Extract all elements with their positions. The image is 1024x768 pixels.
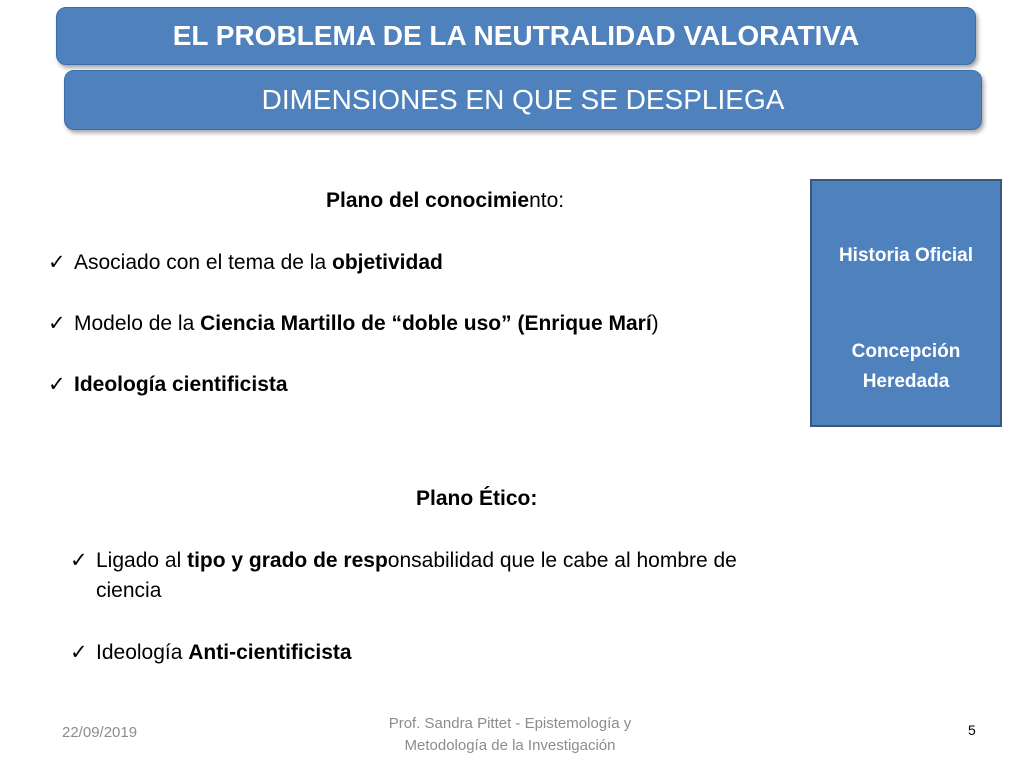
title-banner bbox=[56, 7, 976, 65]
bullet-text-end: onsabilidad que le cabe al hombre de bbox=[387, 549, 737, 572]
footer-date: 22/09/2019 bbox=[62, 724, 138, 741]
subtitle-banner bbox=[64, 70, 982, 130]
footer-author bbox=[360, 713, 660, 757]
bullet-text: Ideología bbox=[96, 641, 189, 664]
title-text: EL PROBLEMA DE LA NEUTRALIDAD VALORATIVA bbox=[172, 20, 860, 51]
check-icon: ✓ bbox=[48, 373, 66, 396]
check-icon: ✓ bbox=[48, 251, 66, 274]
check-icon: ✓ bbox=[70, 549, 88, 572]
list-item bbox=[48, 370, 288, 400]
bullet-bold: tipo y grado de resp bbox=[187, 549, 388, 572]
plano-conocimiento-heading bbox=[326, 189, 564, 213]
bullet-bold: Anti-cientificista bbox=[188, 641, 352, 664]
bullet-bold: objetividad bbox=[332, 251, 443, 274]
list-item bbox=[48, 309, 659, 339]
check-icon: ✓ bbox=[48, 312, 66, 335]
sidebox-heredada: Heredada bbox=[862, 371, 950, 392]
plano-conocimiento-heading-bold: Plano del conocimie bbox=[326, 189, 530, 212]
plano-conocimiento-heading-rest: nto: bbox=[529, 189, 565, 212]
bullet-text: Ligado al bbox=[96, 549, 188, 572]
bullet-text: Modelo de la bbox=[74, 312, 201, 335]
bullet-bold: Ciencia Martillo de “doble uso” (Enrique Marí bbox=[200, 312, 652, 335]
bullet-text-line2: ciencia bbox=[96, 579, 162, 602]
bullet-text: Asociado con el tema de la bbox=[74, 251, 332, 274]
sidebox-line-concepcion bbox=[812, 337, 1000, 397]
footer-author-line2: Metodología de la Investigación bbox=[404, 737, 616, 754]
list-item bbox=[48, 248, 443, 278]
historia-oficial-box bbox=[810, 179, 1002, 427]
page-number: 5 bbox=[968, 722, 976, 738]
list-item bbox=[70, 546, 910, 606]
plano-etico-heading: Plano Ético: bbox=[416, 487, 538, 510]
bullet-bold: Ideología cientificista bbox=[74, 373, 288, 396]
sidebox-line-historia: Historia Oficial bbox=[838, 245, 974, 266]
subtitle-text: DIMENSIONES EN QUE SE DESPLIEGA bbox=[261, 84, 785, 115]
bullet-text-end: ) bbox=[651, 312, 659, 335]
check-icon: ✓ bbox=[70, 641, 88, 664]
sidebox-concepcion: Concepción bbox=[851, 341, 961, 362]
footer-author-line1: Prof. Sandra Pittet - Epistemología y bbox=[388, 715, 632, 732]
list-item bbox=[70, 638, 352, 668]
